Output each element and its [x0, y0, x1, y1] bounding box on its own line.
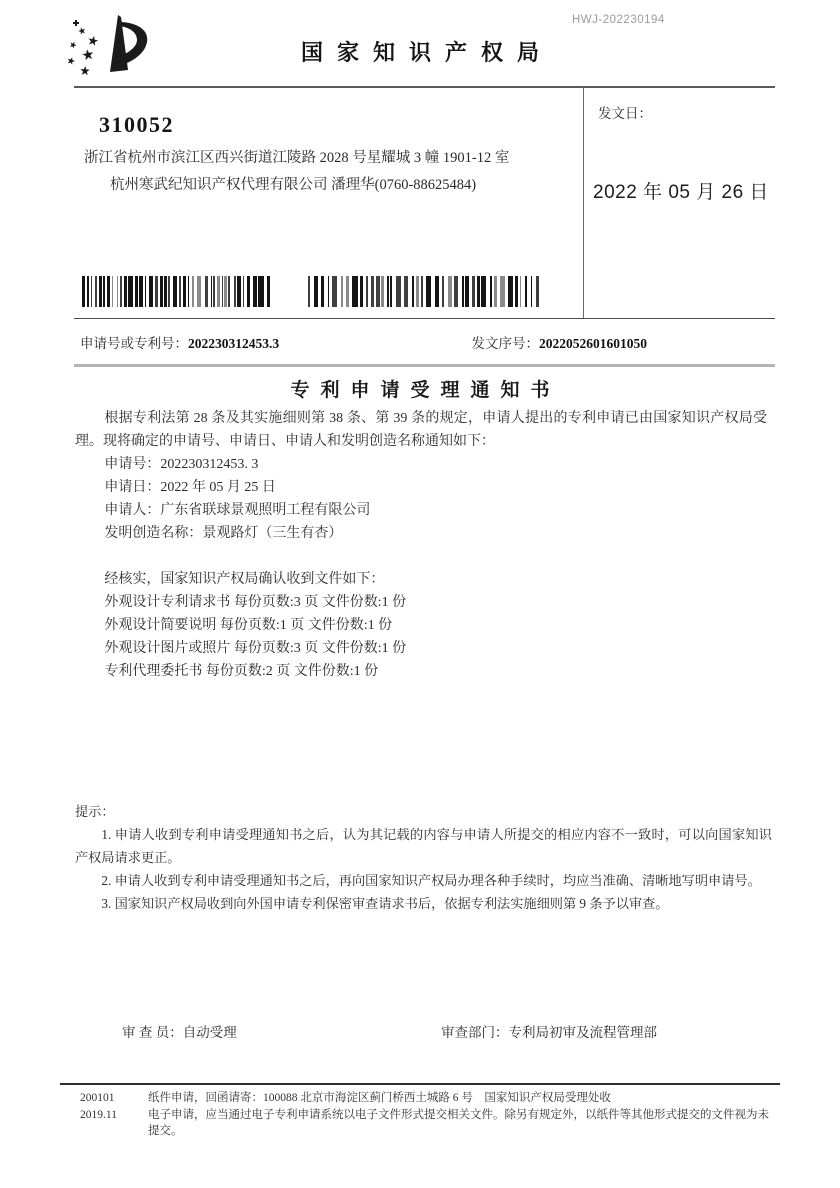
- title-section-divider: [74, 364, 775, 367]
- department-value: 专利局初审及流程管理部: [508, 1025, 657, 1040]
- notice-body: [75, 407, 767, 683]
- received-document-item: 外观设计简要说明 每份页数:1 页 文件份数:1 份: [104, 618, 393, 633]
- recipient-agent-line: 杭州寒武纪知识产权代理有限公司 潘理华(0760-88625484): [110, 177, 477, 193]
- issue-date-value: 2022 年 05 月 26 日: [593, 182, 769, 203]
- barcode-section-divider: [74, 318, 775, 319]
- recipient-postal-code: 310052: [99, 112, 174, 137]
- blank-line: [75, 545, 767, 568]
- department-label: 审查部门：: [441, 1025, 509, 1040]
- serial-number-value: 2022052601601050: [539, 336, 647, 351]
- detail-application-number: 申请号：202230312453. 3: [104, 457, 259, 472]
- detail-filing-date: 申请日：2022 年 05 月 25 日: [104, 480, 276, 495]
- examiner-label: 审 查 员：: [122, 1025, 183, 1040]
- footer-note-electronic: 电子申请，应当通过电子专利申请系统以电子文件形式提交相关文件。除另有规定外，以纸件等其他形式提交的文件视为未提交。: [148, 1108, 769, 1137]
- footer-section: [80, 1090, 782, 1140]
- notice-title: 专利申请受理通知书: [290, 380, 561, 401]
- application-number-label: 申请号或专利号：: [80, 336, 188, 351]
- tips-section: [75, 800, 772, 915]
- received-document-item: 专利代理委托书 每份页数:2 页 文件份数:1 份: [104, 664, 379, 679]
- footer-notes: [148, 1090, 778, 1140]
- serial-number-label: 发文序号：: [471, 336, 539, 351]
- detail-invention-title: 发明创造名称：景观路灯（三生有杏）: [104, 526, 343, 541]
- footer-form-code: 200101: [80, 1092, 115, 1104]
- agency-title: 国家知识产权局: [300, 40, 553, 65]
- tip-item: 2. 申请人收到专利申请受理通知书之后，再向国家知识产权局办理各种手续时，均应当准确、清晰地写明申请号。: [101, 873, 761, 888]
- application-number-group: [80, 332, 279, 352]
- issue-date-box-divider: [583, 86, 584, 319]
- tip-item: 1. 申请人收到专利申请受理通知书之后，认为其记载的内容与申请人所提交的相应内容不一致时，可以向国家知识产权局请求更正。: [75, 827, 772, 865]
- serial-number-group: [472, 332, 648, 352]
- department-group: [441, 1021, 657, 1041]
- reference-numbers-row: [80, 332, 765, 352]
- issue-date-label: 发文日：: [598, 106, 652, 121]
- barcode: [82, 276, 270, 307]
- sign-off-row: [75, 1021, 765, 1041]
- document-ref-code: HWJ-202230194: [572, 14, 665, 26]
- footer-form-code: 2019.11: [80, 1108, 117, 1121]
- footer-form-codes: [80, 1090, 138, 1140]
- tip-item: 3. 国家知识产权局收到向外国申请专利保密审查请求书后，依据专利法实施细则第 9 条予以审查。: [101, 896, 669, 911]
- received-document-item: 外观设计专利请求书 每份页数:3 页 文件份数:1 份: [104, 595, 407, 610]
- examiner-group: [122, 1021, 237, 1041]
- application-number-value: 202230312453.3: [188, 336, 280, 351]
- footer-note-paper: 纸件申请，回函请寄：100088 北京市海淀区蓟门桥西土城路 6 号 国家知识产权局受理处收: [148, 1092, 611, 1104]
- header-divider: [74, 86, 775, 88]
- notice-intro-paragraph: 根据专利法第 28 条及其实施细则第 38 条、第 39 条的规定，申请人提出的专利申请已由国家知识产权局受理。现将确定的申请号、申请日、申请人和发明创造名称通知如下：: [75, 411, 767, 449]
- recipient-address: 浙江省杭州市滨江区西兴街道江陵路 2028 号星耀城 3 幢 1901-12 室: [84, 150, 510, 166]
- received-documents-intro: 经核实，国家知识产权局确认收到文件如下：: [104, 572, 385, 587]
- detail-applicant: 申请人：广东省联球景观照明工程有限公司: [104, 503, 371, 518]
- footer-divider: [60, 1083, 780, 1085]
- received-document-item: 外观设计图片或照片 每份页数:3 页 文件份数:1 份: [104, 641, 407, 656]
- barcode: [308, 276, 541, 307]
- tips-label: 提示：: [75, 804, 115, 819]
- examiner-value: 自动受理: [182, 1025, 237, 1040]
